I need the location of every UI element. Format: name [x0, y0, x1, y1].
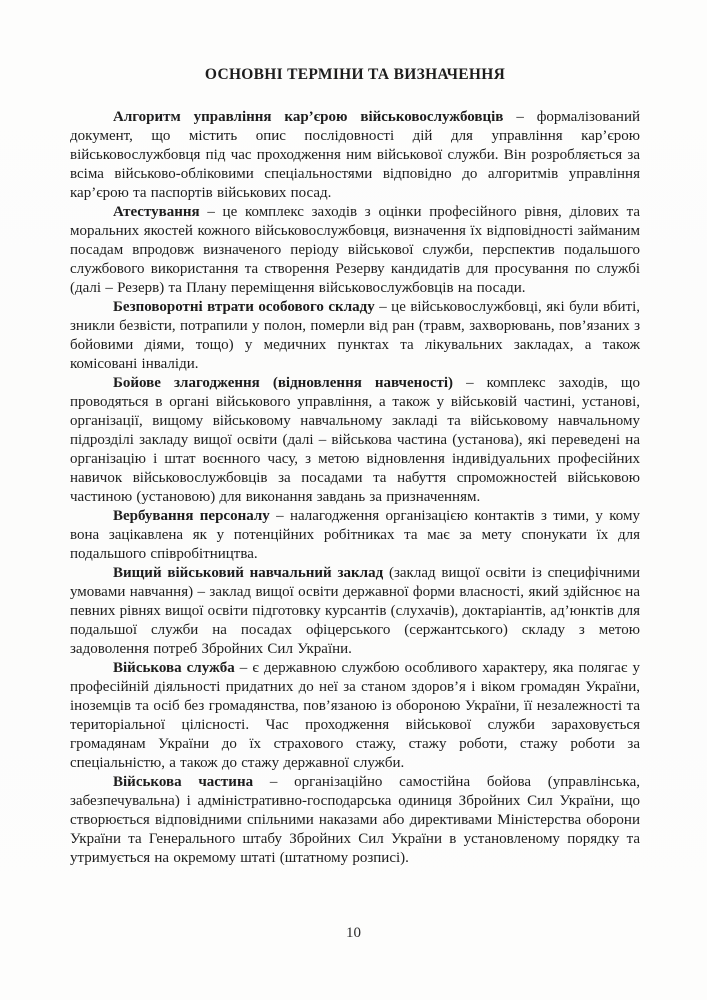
- term-paragraph: [70, 298, 640, 374]
- term-label: Атестування: [113, 204, 200, 220]
- term-paragraph: [70, 773, 640, 868]
- term-paragraph: [70, 108, 640, 203]
- term-label: Військова частина: [113, 774, 254, 790]
- term-definition: – це комплекс заходів з оцінки професійного рівня, ділових та моральних якостей кожного військовослужбовця, визначення їх відповідності займаним посадам впродовж визначеного періоду військової служби, перспектив подальшого службового використання та створення Резерву кандидатів для просування по службі (далі – Резерв) та Плану переміщення військовослужбовців на посади.: [70, 204, 640, 296]
- term-definition: – організаційно самостійна бойова (управлінська, забезпечувальна) і адміністративно-господарська одиниця Збройних Сил України, що створюється відповідними спільними наказами або директивами Міністерства оборони України та Генерального штабу Збройних Сил України в установленому порядку та утримується на окремому штаті (штатному розписі).: [70, 774, 640, 866]
- term-definition: (заклад вищої освіти із специфічними умовами навчання) – заклад вищої освіти державної форми власності, який здійснює на певних рівнях вищої освіти підготовку курсантів (слухачів), доктаріантів, ад’юнктів для подальшої служби на посадах офіцерського (сержантського) складу з метою задоволення потреб Збройних Сил України.: [70, 565, 640, 657]
- term-paragraph: [70, 564, 640, 659]
- term-label: Вербування персоналу: [113, 508, 270, 524]
- term-label: Безповоротні втрати особового складу: [113, 299, 375, 315]
- term-label: Алгоритм управління кар’єрою військовослужбовців: [113, 109, 504, 125]
- term-label: Військова служба: [113, 660, 235, 676]
- document-title: ОСНОВНІ ТЕРМІНИ ТА ВИЗНАЧЕННЯ: [204, 66, 506, 83]
- term-definition: – це військовослужбовці, які були вбиті, зникли безвісти, потрапили у полон, померли від ран (травм, захворювань, пов’язаних з бойовими діями, тощо) у медичних пунктах та лікувальних закладах, а також комісовані інваліди.: [70, 299, 641, 372]
- term-label: Вищий військовий навчальний заклад: [113, 565, 384, 581]
- term-paragraph: [70, 203, 640, 298]
- document-content: [70, 66, 640, 868]
- term-paragraph: [70, 374, 640, 507]
- term-paragraph: [70, 507, 640, 564]
- page-number: 10: [346, 925, 361, 941]
- term-label: Бойове злагодження (відновлення навченості): [113, 375, 454, 391]
- term-definition: – комплекс заходів, що проводяться в органі військового управління, а також у військовій частині, установі, організації, вищому військовому навчальному закладі та військовому навчальному підрозділі закладу вищої освіти (далі – військова частина (установа), які переведені на організацію і штат воєнного часу, з метою відновлення індивідуальних професійних навичок військовослужбовців за посадами та набуття спроможностей військовою частиною (установою) для виконання завдань за призначенням.: [70, 375, 640, 505]
- term-definition: – налагодження організацією контактів з тими, у кому вона зацікавлена як у потенційних робітниках та має за мету спонукати їх для подальшого співробітництва.: [70, 508, 640, 562]
- term-paragraph: [70, 659, 640, 773]
- term-definition: – формалізований документ, що містить опис послідовності дій для управління кар’єрою військовослужбовця під час проходження ним військової служби. Він розробляється за всіма військово-обліковими спеціальностями відповідно до алгоритмів управління кар’єрою та паспортів військових посад.: [70, 109, 640, 201]
- term-definition: – є державною службою особливого характеру, яка полягає у професійній діяльності придатних до неї за станом здоров’я і віком громадян України, іноземців та осіб без громадянства, пов’язаною із обороною України, її незалежності та територіальної цілісності. Час проходження військової служби зараховується громадянам України до їх страхового стажу, стажу роботи, стажу роботи за спеціальністю, а також до стажу державної служби.: [70, 660, 640, 771]
